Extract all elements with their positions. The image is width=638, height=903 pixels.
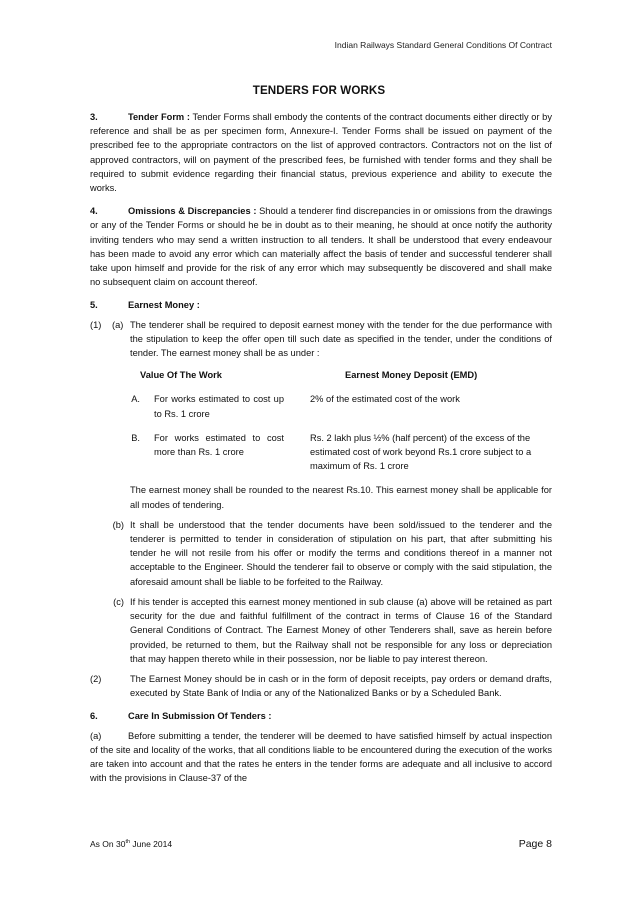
emd-row-desc: For works estimated to cost more than Rs. 1 crore — [154, 432, 284, 458]
emd-row-amount: Rs. 2 lakh plus ½% (half percent) of the excess of the estimated cost of work beyond Rs.1 crore subject to a maximum of Rs. 1 crore — [310, 432, 532, 472]
section-4-text: Should a tenderer find discrepancies in or omissions from the drawings or any of the Tender Forms or should he be in doubt as to their meaning, he should at once notify the authority inviting tenders who may send a written instruction to all tenders. It shall be understood that every endeavour has been made to avoid any error which can materially affect the basis of tender and successful tenderer shall take upon himself and provide for the risk of any error which may subsequently be discovered and shall make no subsequent claim on account thereof. — [90, 206, 552, 288]
clause-1a — [90, 318, 552, 361]
emd-col-value: Value Of The Work — [140, 370, 222, 381]
emd-row-mark: B. — [131, 432, 140, 443]
footer-date-prefix: As On 30 — [90, 839, 126, 849]
footer-date-suffix: June 2014 — [130, 839, 173, 849]
section-6-heading: Care In Submission Of Tenders : — [128, 711, 272, 722]
clause-2-label: (2) — [90, 673, 102, 684]
clause-b-label: (b) — [112, 519, 124, 530]
section-3-text: Tender Forms shall embody the contents of the contract documents either directly or by reference and shall be as per specimen form, Annexure-I. Tender Forms shall be issued on payment of the prescribed fee to the appropriate contractors on the list of approved contractors. Contractors not on the list of approved contractors, will on payment of the prescribed fees, be furnished with tender forms and they shall be required to submit evidence regarding their financial status, previous experience and ability to execute the works. — [90, 112, 552, 194]
section-4 — [90, 204, 552, 289]
section-6-number: 6. — [90, 711, 98, 722]
clause-a-text: The tenderer shall be required to deposit earnest money with the tender for the due performance with the stipulation to keep the offer open till such date as specified in the tender, under the conditions of tender. The earnest money shall be as under : — [130, 319, 552, 359]
page-footer — [90, 838, 552, 850]
emd-row-amount: 2% of the estimated cost of the work — [310, 394, 460, 405]
rounding-note: The earnest money shall be rounded to the nearest Rs.10. This earnest money shall be applicable for all modes of tendering. — [130, 485, 552, 510]
section-6-title — [90, 709, 552, 723]
section-3 — [90, 110, 552, 195]
section-5-title — [90, 298, 552, 312]
clause-c-label: (c) — [113, 596, 124, 607]
section-6a — [90, 729, 552, 786]
emd-row-desc: For works estimated to cost up to Rs. 1 crore — [154, 394, 284, 419]
section-6a-label: (a) — [90, 730, 102, 741]
section-4-number: 4. — [90, 206, 98, 217]
emd-row-mark: A. — [131, 394, 140, 405]
clause-2 — [90, 672, 552, 700]
clause-b-text: It shall be understood that the tender documents have been sold/issued to the tenderer and the tenderer is permitted to tender in consideration of stipulation on his part, that after submitting his tender he will not resile from his offer or modify the terms and conditions thereof in a manner not acceptable to the Engineer. Should the tenderer fail to observe or comply with the said stipulation, the aforesaid amount shall be liable to be forfeited to the Railway. — [130, 519, 552, 587]
clause-c-text: If his tender is accepted this earnest money mentioned in sub clause (a) above will be retained as part security for the due and faithful fulfillment of the contract in terms of Clause 16 of the Standard General Conditions of Contract. The Earnest Money of other Tenderers shall, save as herein before provided, be returned to them, but the Railway shall not be responsible for any loss or depreciation that may happen thereto while in their possession, nor be liable to pay interest thereon. — [130, 596, 552, 664]
emd-row — [90, 392, 552, 420]
section-4-heading: Omissions & Discrepancies : — [128, 206, 257, 217]
section-3-heading: Tender Form : — [128, 112, 190, 122]
emd-col-deposit: Earnest Money Deposit (EMD) — [345, 370, 478, 381]
page-title: TENDERS FOR WORKS — [252, 84, 386, 97]
section-3-number: 3. — [90, 112, 98, 122]
emd-table-header — [90, 368, 552, 382]
footer-date — [90, 839, 172, 849]
running-header: Indian Railways Standard General Conditions Of Contract — [334, 40, 552, 50]
section-5-heading: Earnest Money : — [128, 300, 200, 311]
clause-1-label: (1) — [90, 319, 102, 330]
page-number: Page 8 — [518, 838, 552, 850]
document-body — [90, 110, 552, 785]
clause-2-text: The Earnest Money should be in cash or in the form of deposit receipts, pay orders or demand drafts, executed by State Bank of India or any of the Nationalized Banks or by a Scheduled Bank. — [130, 673, 552, 699]
clause-c — [90, 595, 552, 666]
footer-date-sup: th — [125, 839, 131, 846]
section-5-number: 5. — [90, 300, 98, 311]
emd-row — [90, 431, 552, 474]
clause-b — [90, 518, 552, 589]
section-6a-text: Before submitting a tender, the tenderer will be deemed to have satisfied himself by actual inspection of the site and locality of the works, that all conditions liable to be encountered during the execution of the works are taken into account and that the rates he enters in the tender forms are adequate and all inclusive to accord with the provisions in Clause-37 of the — [90, 730, 552, 784]
clause-a-label: (a) — [112, 319, 124, 330]
